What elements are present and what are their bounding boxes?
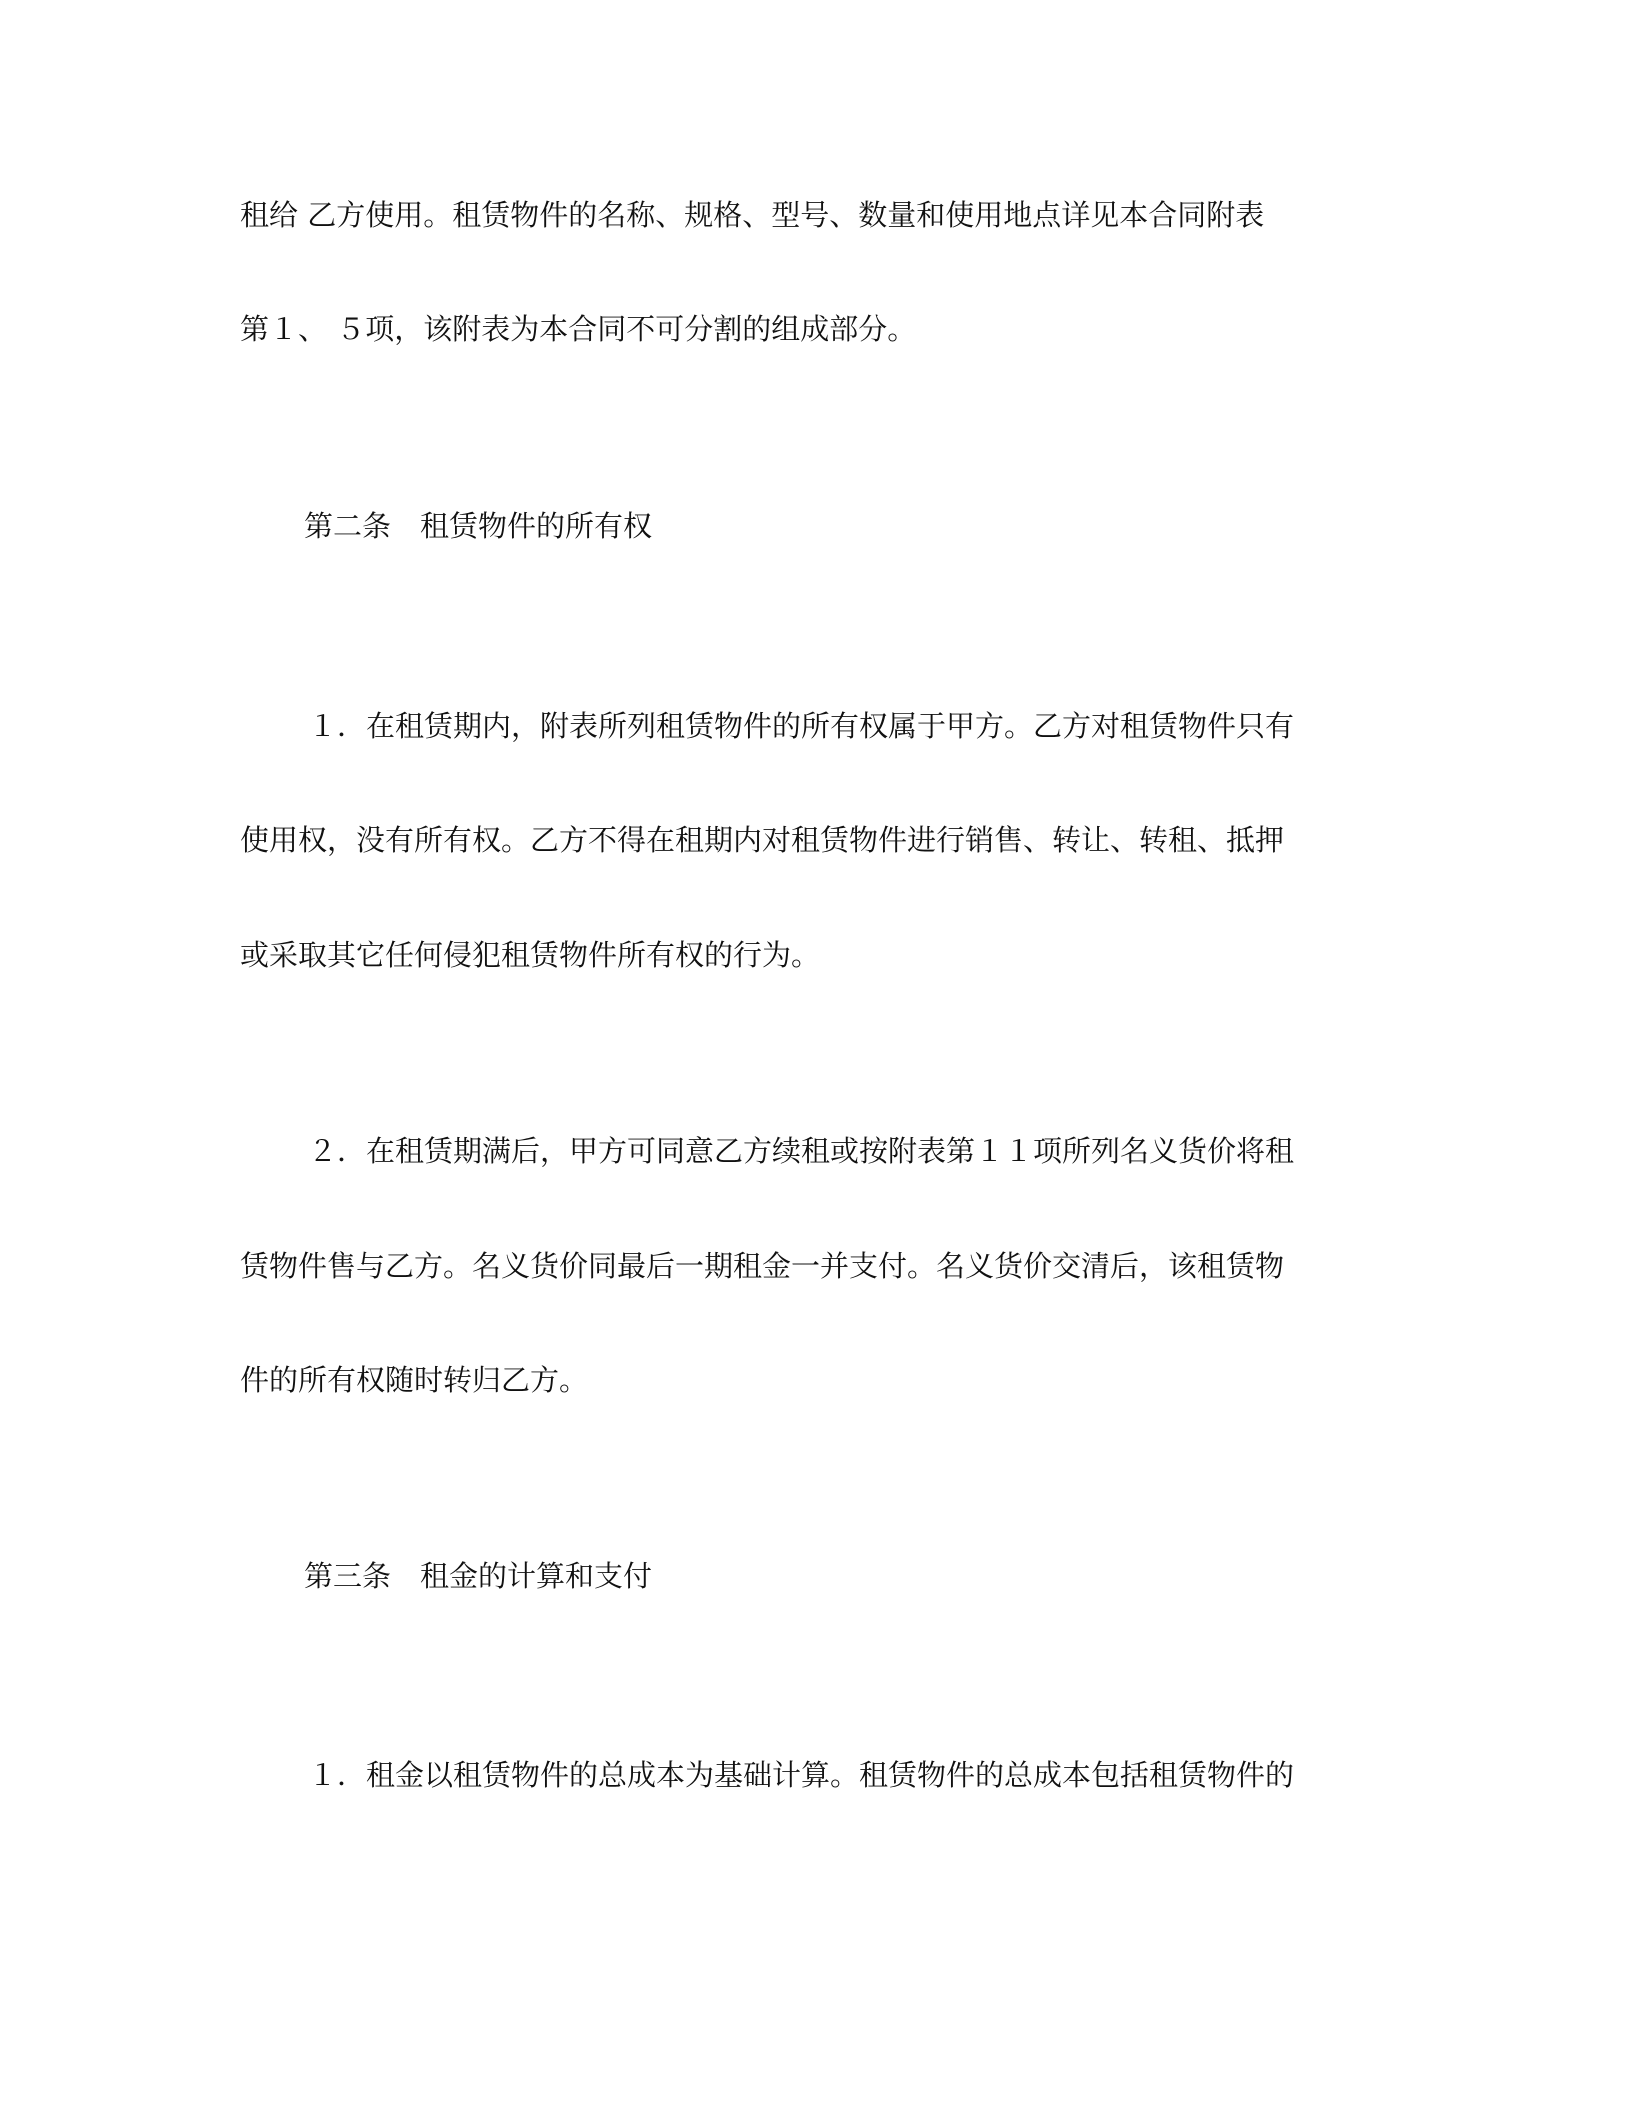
paragraph-line: 赁物件售与乙方。名义货价同最后一期租金一并支付。名义货价交清后，该租赁物	[240, 1249, 1285, 1283]
paragraph-line: 租给 乙方使用。租赁物件的名称、规格、型号、数量和使用地点详见本合同附表	[240, 198, 1265, 232]
paragraph-line: 或采取其它任何侵犯租赁物件所有权的行为。	[240, 938, 821, 972]
article-3-heading: 第三条 租金的计算和支付	[304, 1559, 653, 1593]
article-2-heading: 第二条 租赁物件的所有权	[304, 509, 653, 543]
paragraph-line: 使用权，没有所有权。乙方不得在租期内对租赁物件进行销售、转让、转租、抵押	[240, 823, 1285, 857]
paragraph-line: １．租金以租赁物件的总成本为基础计算。租赁物件的总成本包括租赁物件的	[308, 1758, 1295, 1792]
paragraph-line: 第１、 ５项，该附表为本合同不可分割的组成部分。	[240, 312, 917, 346]
paragraph-line: 件的所有权随时转归乙方。	[240, 1363, 589, 1397]
paragraph-line: ２．在租赁期满后，甲方可同意乙方续租或按附表第１１项所列名义货价将租	[308, 1134, 1295, 1168]
paragraph-line: １．在租赁期内，附表所列租赁物件的所有权属于甲方。乙方对租赁物件只有	[308, 709, 1295, 743]
